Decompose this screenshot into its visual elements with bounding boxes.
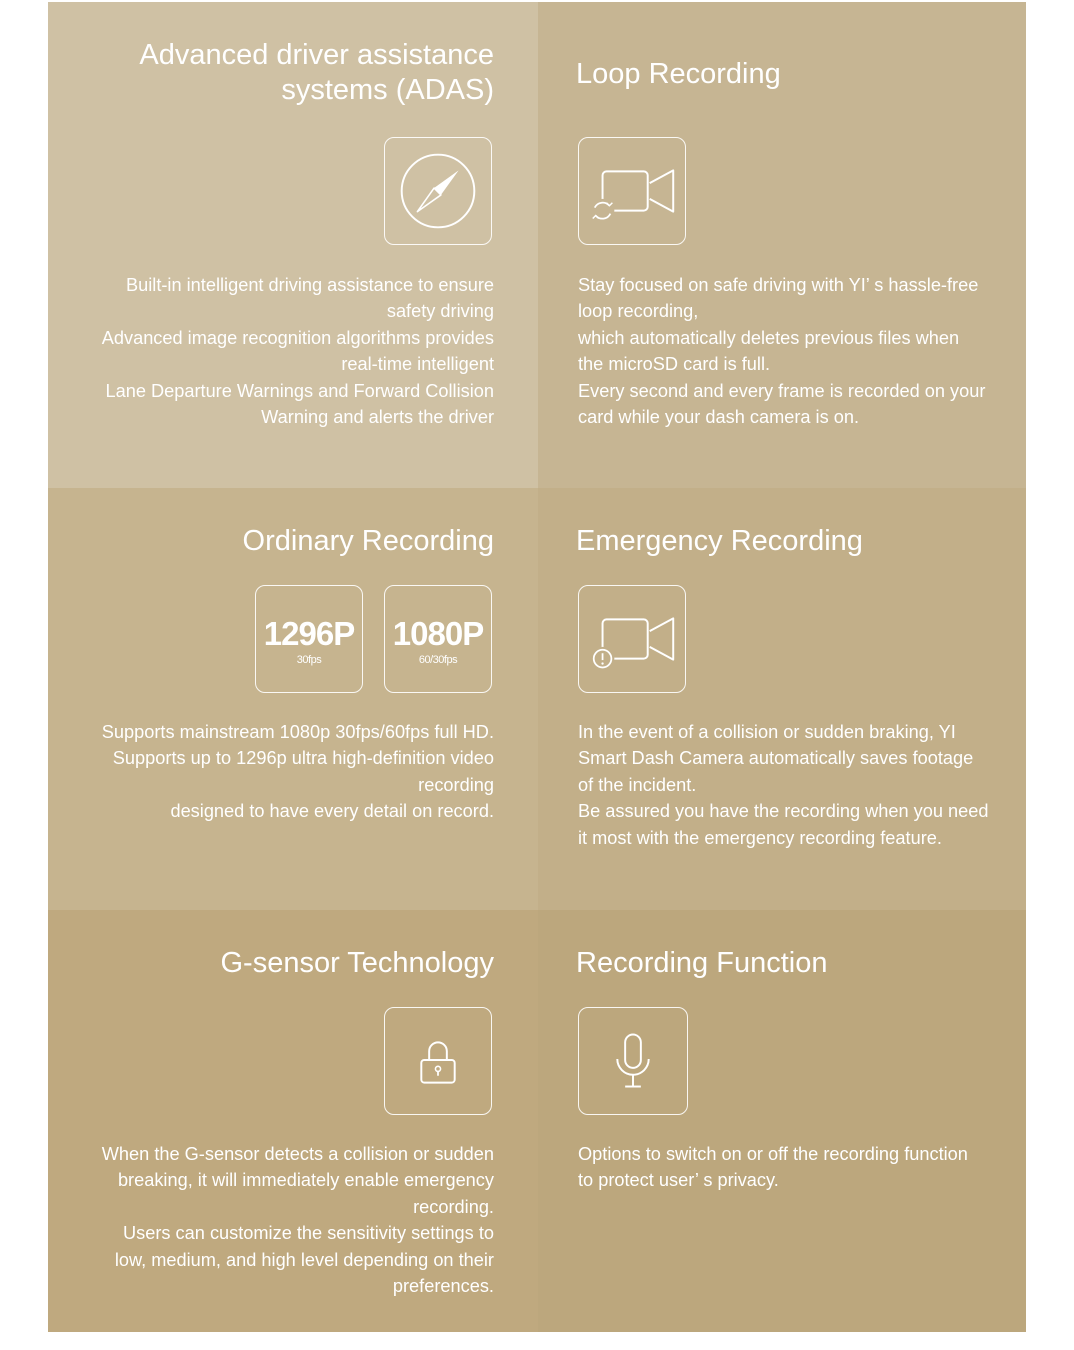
gsensor-line: Users can customize the sensitivity settings to [123,1223,494,1244]
emergency-line: Be assured you have the recording when you need [578,801,989,822]
recording-line: Options to switch on or off the recording function [578,1144,968,1164]
adas-line: Lane Departure Warnings and Forward Collision [105,380,494,401]
alert-video-camera-icon [578,585,686,693]
loop-line: which automatically deletes previous files when [578,327,960,348]
gsensor-title: G-sensor Technology [220,947,494,979]
adas-title-line1: Advanced driver assistance [139,39,494,71]
recording-function-title: Recording Function [576,947,828,979]
loop-line: Stay focused on safe driving with YI’ s hassle-free [578,275,979,295]
loop-video-camera-icon [578,137,686,245]
resolution-badge-1080p [384,585,492,693]
gsensor-line: recording. [413,1196,494,1217]
loop-line: loop recording, [578,301,699,322]
gsensor-line: low, medium, and high level depending on their [114,1249,494,1270]
adas-section [48,2,538,488]
compass-icon [384,137,492,245]
adas-line: Advanced image recognition algorithms provides [101,327,494,348]
adas-line: safety driving [386,301,494,322]
adas-title-line2: systems (ADAS) [281,74,494,106]
gsensor-section [48,910,538,1332]
ordinary-recording-description [64,719,494,825]
resolution-label: 1080P [392,615,484,652]
adas-line: Warning and alerts the driver [261,407,494,428]
emergency-recording-section [538,488,1026,910]
adas-description [64,272,494,430]
resolution-badge-1296p [255,585,363,693]
resolution-label: 1296P [263,615,355,652]
adas-line: real-time intelligent [341,354,494,375]
microphone-icon [578,1007,688,1115]
gsensor-line: breaking, it will immediately enable emergency [117,1170,494,1191]
ordinary-line: designed to have every detail on record. [170,801,494,822]
emergency-line: it most with the emergency recording feature. [578,827,942,848]
fps-label: 30fps [296,654,322,666]
emergency-recording-description [578,719,1008,851]
adas-title [139,38,494,108]
ordinary-line: recording [418,774,494,795]
recording-function-description [578,1141,1008,1194]
emergency-line: In the event of a collision or sudden braking, YI [578,722,956,742]
fps-label: 60/30fps [418,654,458,666]
ordinary-recording-section [48,488,538,910]
feature-grid [48,2,1026,1332]
adas-line: Built-in intelligent driving assistance to ensure [126,275,494,295]
gsensor-description [64,1141,494,1299]
loop-line: card while your dash camera is on. [578,407,860,428]
loop-recording-description [578,272,1008,430]
emergency-recording-title: Emergency Recording [576,525,863,557]
emergency-line: Smart Dash Camera automatically saves footage [578,748,974,769]
loop-line: the microSD card is full. [578,354,771,375]
gsensor-line: When the G-sensor detects a collision or sudden [101,1144,494,1164]
loop-recording-section [538,2,1026,488]
ordinary-line: Supports up to 1296p ultra high-definition video [112,748,494,769]
recording-line: to protect user’ s privacy. [578,1170,779,1191]
ordinary-recording-title: Ordinary Recording [242,525,494,557]
gsensor-line: preferences. [392,1276,494,1297]
loop-recording-title: Loop Recording [576,58,781,90]
recording-function-section [538,910,1026,1332]
lock-icon [384,1007,492,1115]
ordinary-line: Supports mainstream 1080p 30fps/60fps full HD. [101,722,494,742]
emergency-line: of the incident. [578,774,697,795]
loop-line: Every second and every frame is recorded on your [578,380,986,401]
